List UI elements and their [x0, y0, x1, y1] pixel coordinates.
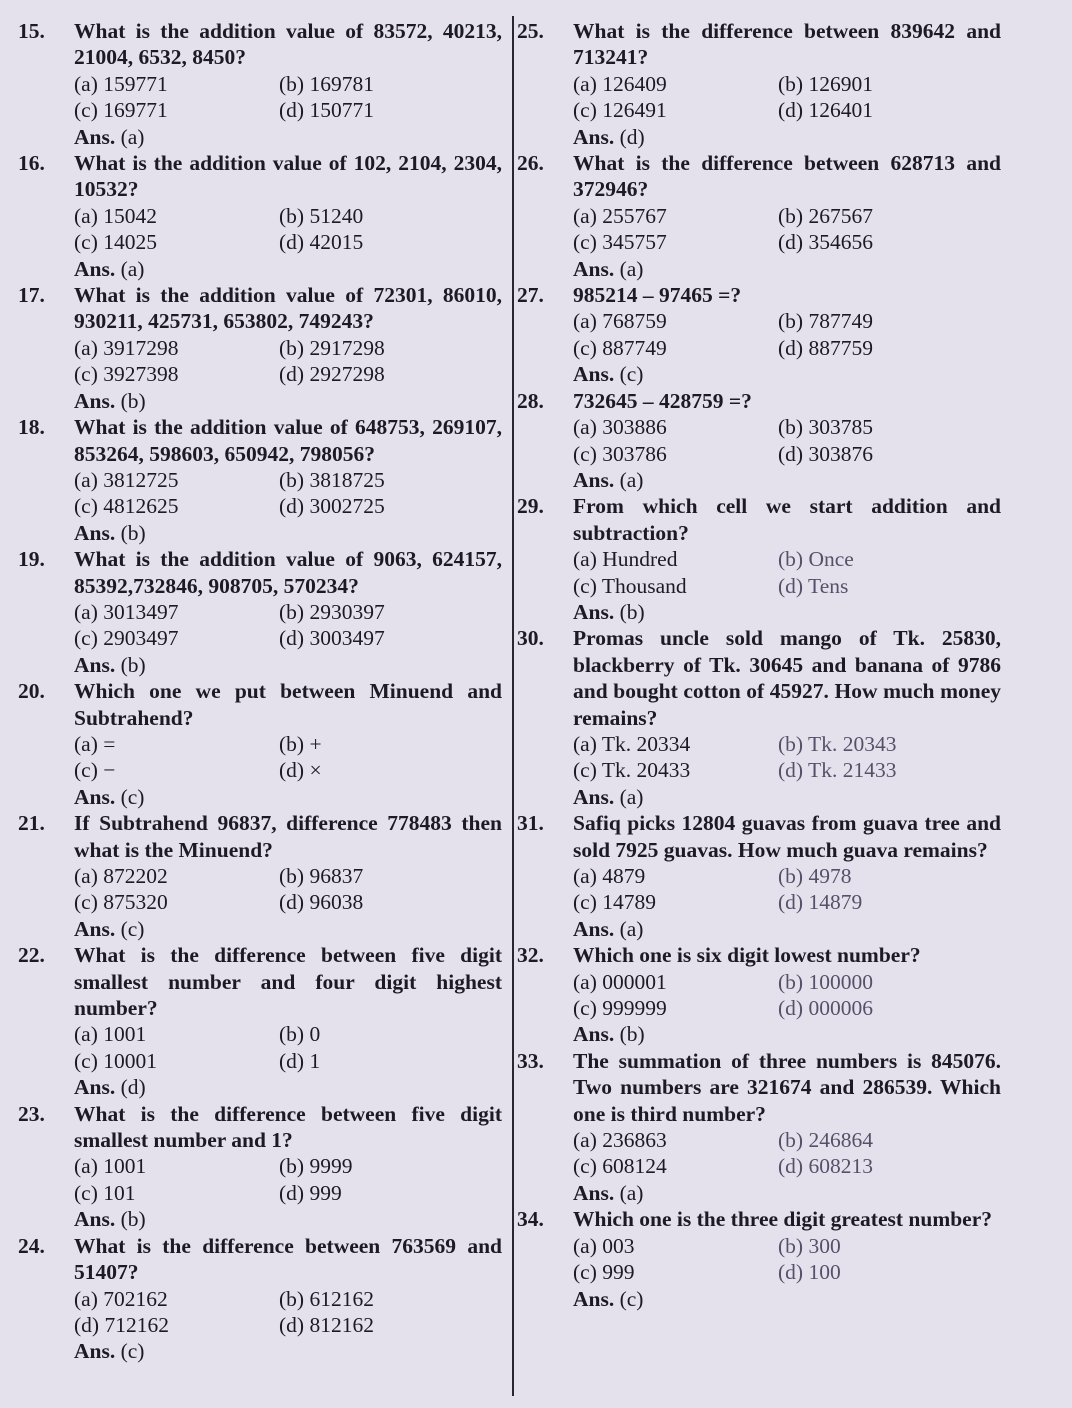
answer-option: (d) 2927298 — [279, 362, 385, 387]
question-text: What is the addition value of 9063, 624157, 85392,732846, 908705, 570234? — [74, 547, 502, 598]
answer-option: (c) 2903497 — [74, 626, 179, 651]
answer-option: (c) 887749 — [573, 335, 667, 360]
answer-option: (a) 003 — [573, 1233, 635, 1258]
answer-label: Ans. — [74, 652, 116, 677]
answer-option: (b) 169781 — [279, 71, 374, 96]
question-text: Which one is the three digit greatest number? — [573, 1207, 993, 1232]
question-text: 985214 – 97465 =? — [573, 283, 742, 308]
answer-option: (b) 300 — [778, 1233, 841, 1258]
answer-option: (c) Tk. 20433 — [573, 758, 691, 783]
answer-line — [74, 256, 506, 282]
question-text: What is the difference between 628713 and 372946? — [573, 151, 1001, 202]
answer-option: (a) 4879 — [573, 864, 646, 888]
question-number: 22. — [18, 943, 45, 968]
options-grid — [74, 1153, 506, 1206]
question-text: If Subtrahend 96837, difference 778483 then what is the Minuend? — [74, 811, 502, 862]
answer-value: (a) — [619, 1180, 644, 1205]
answer-option: (a) 1001 — [74, 1022, 147, 1047]
answer-line — [74, 124, 506, 150]
answer-label: Ans. — [573, 124, 615, 149]
answer-label: Ans. — [573, 784, 615, 809]
question-number: 27. — [517, 283, 544, 308]
answer-option: (c) 101 — [74, 1180, 136, 1205]
answer-option: (d) Tens — [778, 573, 849, 598]
question-item — [515, 282, 1005, 388]
answer-label: Ans. — [573, 1022, 615, 1047]
answer-label: Ans. — [74, 784, 116, 809]
question-text: Which one we put between Minuend and Subtrahend? — [74, 679, 502, 730]
answer-line — [74, 652, 506, 678]
answer-value: (b) — [120, 520, 146, 545]
answer-option: (d) 100 — [778, 1260, 841, 1285]
question-item — [16, 282, 506, 414]
options-grid — [74, 731, 506, 784]
question-text: Which one is six digit lowest number? — [573, 943, 921, 968]
answer-option: (a) 159771 — [74, 71, 168, 96]
question-number: 19. — [18, 547, 45, 572]
answer-value: (b) — [120, 388, 146, 413]
answer-option: (b) 303785 — [778, 415, 873, 440]
question-item — [16, 678, 506, 810]
answer-value: (c) — [619, 1286, 644, 1311]
answer-line — [573, 361, 1005, 387]
question-number: 31. — [517, 811, 544, 836]
answer-line — [573, 256, 1005, 282]
question-item — [515, 388, 1005, 494]
answer-line — [573, 124, 1005, 150]
answer-value: (a) — [120, 256, 145, 281]
answer-line — [74, 1074, 506, 1100]
question-item — [16, 414, 506, 546]
answer-option: (d) × — [279, 758, 322, 783]
answer-option: (c) 345757 — [573, 230, 667, 255]
question-number: 17. — [18, 283, 45, 308]
answer-value: (b) — [619, 599, 645, 624]
question-number: 20. — [18, 679, 45, 704]
question-number: 29. — [517, 494, 544, 519]
answer-option: (c) 169771 — [74, 98, 168, 123]
answer-option: (d) 354656 — [778, 230, 873, 255]
answer-value: (a) — [619, 784, 644, 809]
answer-option: (c) 10001 — [74, 1048, 157, 1073]
answer-label: Ans. — [74, 520, 116, 545]
answer-value: (a) — [619, 916, 644, 941]
answer-option: (a) 15042 — [74, 203, 157, 228]
answer-option: (d) 150771 — [279, 98, 374, 123]
answer-option: (b) 267567 — [778, 203, 873, 228]
answer-option: (b) Tk. 20343 — [778, 731, 897, 756]
answer-line — [573, 784, 1005, 810]
answer-label: Ans. — [573, 256, 615, 281]
question-item — [16, 942, 506, 1100]
answer-option: (d) 14879 — [778, 890, 863, 915]
answer-line — [74, 388, 506, 414]
question-number: 26. — [517, 151, 544, 176]
answer-option: (d) Tk. 21433 — [778, 758, 897, 783]
question-number: 16. — [18, 151, 45, 176]
question-number: 33. — [517, 1048, 544, 1073]
options-grid — [74, 335, 506, 388]
answer-label: Ans. — [74, 256, 116, 281]
answer-option: (a) 1001 — [74, 1154, 147, 1179]
answer-line — [573, 1021, 1005, 1047]
answer-line — [573, 467, 1005, 493]
answer-option: (d) 608213 — [778, 1154, 873, 1179]
question-number: 23. — [18, 1101, 45, 1126]
answer-option: (d) 712162 — [74, 1312, 169, 1337]
answer-option: (b) 2930397 — [279, 599, 385, 624]
answer-option: (b) 9999 — [279, 1154, 353, 1179]
answer-value: (a) — [120, 124, 145, 149]
question-item — [515, 1206, 1005, 1312]
answer-option: (a) 3013497 — [74, 599, 179, 624]
answer-option: (b) 4978 — [778, 864, 852, 888]
answer-value: (c) — [619, 362, 644, 387]
question-text: Promas uncle sold mango of Tk. 25830, blackberry of Tk. 30645 and banana of 9786 and bought cotton of 45927. How much money remains? — [573, 626, 1001, 730]
question-item — [16, 810, 506, 942]
question-item — [16, 150, 506, 282]
question-number: 34. — [517, 1207, 544, 1232]
answer-line — [74, 1206, 506, 1232]
answer-option: (b) 3818725 — [279, 467, 385, 492]
answer-option: (d) 126401 — [778, 98, 873, 123]
question-number: 15. — [18, 19, 45, 43]
options-grid — [573, 71, 1005, 124]
options-grid — [74, 467, 506, 520]
options-grid — [573, 863, 1005, 916]
answer-option: (b) + — [279, 731, 322, 756]
options-grid — [573, 546, 1005, 599]
answer-option: (d) 887759 — [778, 335, 873, 360]
answer-value: (c) — [120, 916, 145, 941]
answer-option: (c) 999 — [573, 1260, 635, 1285]
question-number: 18. — [18, 415, 45, 440]
question-item — [16, 18, 506, 150]
question-text: What is the addition value of 102, 2104, 2304, 10532? — [74, 151, 502, 202]
answer-option: (b) 2917298 — [279, 335, 385, 360]
question-number: 30. — [517, 626, 544, 651]
question-item — [515, 942, 1005, 1048]
options-grid — [74, 203, 506, 256]
answer-line — [74, 1338, 506, 1364]
answer-value: (b) — [120, 1207, 146, 1232]
answer-value: (c) — [120, 784, 145, 809]
answer-option: (a) Tk. 20334 — [573, 731, 691, 756]
options-grid — [573, 969, 1005, 1022]
answer-option: (c) 3927398 — [74, 362, 179, 387]
column-divider — [512, 16, 514, 1396]
question-item — [515, 150, 1005, 282]
options-grid — [74, 863, 506, 916]
question-number: 24. — [18, 1233, 45, 1258]
question-item — [16, 1233, 506, 1365]
answer-label: Ans. — [573, 467, 615, 492]
answer-option: (a) 126409 — [573, 71, 667, 96]
answer-option: (a) = — [74, 731, 116, 756]
question-text: What is the addition value of 72301, 86010, 930211, 425731, 653802, 749243? — [74, 283, 502, 334]
question-number: 21. — [18, 811, 45, 836]
options-grid — [74, 71, 506, 124]
question-number: 25. — [517, 19, 544, 43]
options-grid — [74, 599, 506, 652]
question-item — [515, 1048, 1005, 1206]
answer-line — [74, 916, 506, 942]
answer-option: (a) 3812725 — [74, 467, 179, 492]
answer-option: (a) Hundred — [573, 547, 678, 572]
answer-label: Ans. — [573, 916, 615, 941]
answer-value: (d) — [120, 1075, 146, 1100]
left-column — [16, 18, 506, 1365]
answer-option: (a) 872202 — [74, 864, 168, 888]
answer-line — [74, 520, 506, 546]
answer-option: (d) 3003497 — [279, 626, 385, 651]
answer-option: (b) 100000 — [778, 969, 873, 994]
question-text: What is the difference between five digit smallest number and 1? — [74, 1101, 502, 1153]
right-column — [515, 18, 1005, 1312]
question-text: What is the difference between five digit smallest number and four digit highest number? — [74, 943, 502, 1021]
answer-label: Ans. — [573, 599, 615, 624]
question-item — [515, 18, 1005, 150]
answer-option: (c) 608124 — [573, 1154, 667, 1179]
answer-label: Ans. — [573, 1180, 615, 1205]
answer-label: Ans. — [74, 1339, 116, 1364]
answer-value: (b) — [619, 1022, 645, 1047]
answer-value: (b) — [120, 652, 146, 677]
answer-value: (a) — [619, 256, 644, 281]
answer-option: (c) 14025 — [74, 230, 157, 255]
options-grid — [573, 308, 1005, 361]
options-grid — [573, 1127, 1005, 1180]
answer-label: Ans. — [573, 1286, 615, 1311]
question-text: The summation of three numbers is 845076. Two numbers are 321674 and 286539. Which one is third number? — [573, 1048, 1001, 1126]
question-text: Safiq picks 12804 guavas from guava tree and sold 7925 guavas. How much guava remains? — [573, 811, 1001, 862]
answer-option: (b) 126901 — [778, 71, 873, 96]
answer-option: (a) 255767 — [573, 203, 667, 228]
answer-option: (c) 126491 — [573, 98, 667, 123]
answer-option: (a) 303886 — [573, 415, 667, 440]
question-text: What is the difference between 839642 and 713241? — [573, 19, 1001, 70]
answer-line — [573, 1286, 1005, 1312]
answer-line — [573, 916, 1005, 942]
options-grid — [573, 203, 1005, 256]
options-grid — [74, 1021, 506, 1074]
answer-option: (d) 303876 — [778, 441, 873, 466]
answer-option: (d) 000006 — [778, 996, 873, 1021]
answer-label: Ans. — [74, 124, 116, 149]
answer-option: (b) 246864 — [778, 1128, 873, 1153]
question-number: 28. — [517, 388, 544, 413]
answer-option: (c) 875320 — [74, 890, 168, 915]
answer-option: (b) 51240 — [279, 203, 364, 228]
answer-option: (b) Once — [778, 547, 854, 572]
answer-value: (a) — [619, 467, 644, 492]
answer-option: (b) 787749 — [778, 309, 873, 334]
question-text: What is the difference between 763569 and 51407? — [74, 1233, 502, 1285]
options-grid — [573, 414, 1005, 467]
question-item — [16, 1101, 506, 1233]
question-text: 732645 – 428759 =? — [573, 388, 752, 413]
answer-label: Ans. — [74, 1207, 116, 1232]
answer-option: (c) Thousand — [573, 573, 687, 598]
question-item — [515, 810, 1005, 942]
answer-option: (b) 96837 — [279, 864, 364, 888]
options-grid — [74, 1286, 506, 1339]
answer-label: Ans. — [74, 388, 116, 413]
question-item — [16, 546, 506, 678]
question-text: What is the addition value of 648753, 269107, 853264, 598603, 650942, 798056? — [74, 415, 502, 466]
answer-label: Ans. — [74, 1075, 116, 1100]
answer-option: (a) 768759 — [573, 309, 667, 334]
answer-option: (d) 1 — [279, 1048, 321, 1073]
answer-option: (c) 4812625 — [74, 494, 179, 519]
answer-option: (d) 812162 — [279, 1312, 374, 1337]
question-text: From which cell we start addition and subtraction? — [573, 494, 1001, 545]
answer-label: Ans. — [573, 362, 615, 387]
answer-value: (c) — [120, 1339, 145, 1364]
options-grid — [573, 731, 1005, 784]
answer-option: (d) 42015 — [279, 230, 364, 255]
answer-value: (d) — [619, 124, 645, 149]
answer-line — [573, 1180, 1005, 1206]
question-number: 32. — [517, 943, 544, 968]
question-item — [515, 625, 1005, 810]
answer-option: (c) − — [74, 758, 116, 783]
answer-option: (b) 0 — [279, 1022, 321, 1047]
answer-option: (d) 96038 — [279, 890, 364, 915]
answer-label: Ans. — [74, 916, 116, 941]
question-item — [515, 493, 1005, 625]
answer-option: (c) 303786 — [573, 441, 667, 466]
question-text: What is the addition value of 83572, 40213, 21004, 6532, 8450? — [74, 19, 502, 70]
answer-option: (d) 3002725 — [279, 494, 385, 519]
answer-option: (a) 3917298 — [74, 335, 179, 360]
answer-option: (d) 999 — [279, 1180, 342, 1205]
answer-option: (b) 612162 — [279, 1286, 374, 1311]
answer-option: (c) 14789 — [573, 890, 656, 915]
options-grid — [573, 1233, 1005, 1286]
answer-line — [74, 784, 506, 810]
answer-option: (c) 999999 — [573, 996, 667, 1021]
answer-option: (a) 236863 — [573, 1128, 667, 1153]
answer-option: (a) 000001 — [573, 969, 667, 994]
answer-option: (a) 702162 — [74, 1286, 168, 1311]
answer-line — [573, 599, 1005, 625]
